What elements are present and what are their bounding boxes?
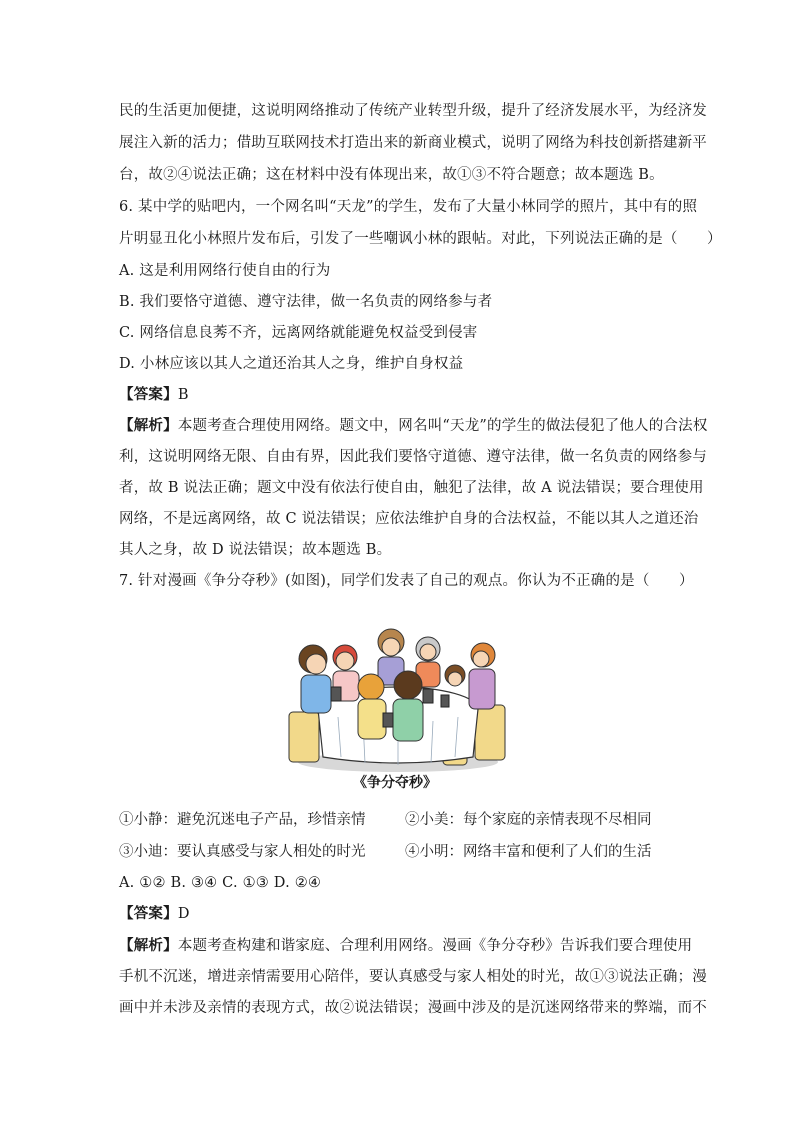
question-7-stem: 7. 针对漫画《争分夺秒》(如图)，同学们发表了自己的观点。你认为不正确的是（ ） (119, 573, 694, 589)
answer-tag: 【答案】 (119, 906, 178, 922)
analysis-tag: 【解析】 (119, 418, 178, 434)
analysis-text: 其人之身，故 D 说法错误；故本题选 B。 (119, 542, 392, 558)
analysis-text: 网络，不是远离网络，故 C 说法错误；应依法维护自身的合法权益，不能以其人之道还治 (119, 511, 699, 527)
text-line: 民的生活更加便捷，这说明网络推动了传统产业转型升级，提升了经济发展水平，为经济发 (119, 103, 707, 119)
text-line: 台，故②④说法正确；这在材料中没有体现出来，故①③不符合题意；故本题选 B。 (119, 167, 664, 183)
answer-value: D (177, 906, 190, 922)
answer-options: A. ①② B. ③④ C. ①③ D. ②④ (119, 875, 322, 891)
question-6-stem: 片明显丑化小林照片发布后，引发了一些嘲讽小林的跟帖。对此，下列说法正确的是（ ） (119, 231, 722, 247)
analysis-row (119, 936, 692, 956)
option-d: D. 小林应该以其人之道还治其人之身，维护自身权益 (119, 356, 464, 372)
answer-value: B (177, 387, 189, 403)
option-a: A. 这是利用网络行使自由的行为 (119, 263, 331, 279)
answer-row (119, 904, 190, 924)
option-c: C. 网络信息良莠不齐，远离网络就能避免权益受到侵害 (119, 325, 478, 341)
analysis-text: 画中并未涉及亲情的表现方式，故②说法错误；漫画中涉及的是沉迷网络带来的弊端，而不 (119, 1000, 707, 1016)
analysis-tag: 【解析】 (119, 938, 178, 954)
text-line: 展注入新的活力；借助互联网技术打造出来的新商业模式，说明了网络为科技创新搭建新平 (119, 135, 707, 151)
statement-1: ①小静：避免沉迷电子产品，珍惜亲情 (119, 812, 366, 828)
question-6-stem: 6. 某中学的贴吧内，一个网名叫“天龙”的学生，发布了大量小林同学的照片，其中有的照 (119, 199, 698, 215)
analysis-text: 利，这说明网络无限、自由有界，因此我们要恪守道德、遵守法律，做一名负责的网络参与 (119, 449, 707, 465)
analysis-text: 本题考查合理使用网络。题文中，网名叫“天龙”的学生的做法侵犯了他人的合法权 (177, 418, 708, 434)
answer-row (119, 385, 189, 405)
analysis-row (119, 416, 708, 436)
statement-3: ③小迪：要认真感受与家人相处的时光 (119, 844, 366, 860)
cartoon-illustration (283, 617, 513, 792)
analysis-text: 手机不沉迷，增进亲情需要用心陪伴，要认真感受与家人相处的时光，故①③说法正确；漫 (119, 969, 707, 985)
analysis-text: 本题考查构建和谐家庭、合理利用网络。漫画《争分夺秒》告诉我们要合理使用 (177, 938, 693, 954)
cartoon-caption: 《争分夺秒》 (353, 775, 437, 791)
statement-2: ②小美：每个家庭的亲情表现不尽相同 (405, 812, 652, 828)
statement-4: ④小明：网络丰富和便利了人们的生活 (405, 844, 652, 860)
option-b: B. 我们要恪守道德、遵守法律，做一名负责的网络参与者 (119, 294, 493, 310)
answer-tag: 【答案】 (119, 387, 178, 403)
analysis-text: 者，故 B 说法正确；题文中没有依法行使自由，触犯了法律，故 A 说法错误；要合理使用 (119, 480, 704, 496)
